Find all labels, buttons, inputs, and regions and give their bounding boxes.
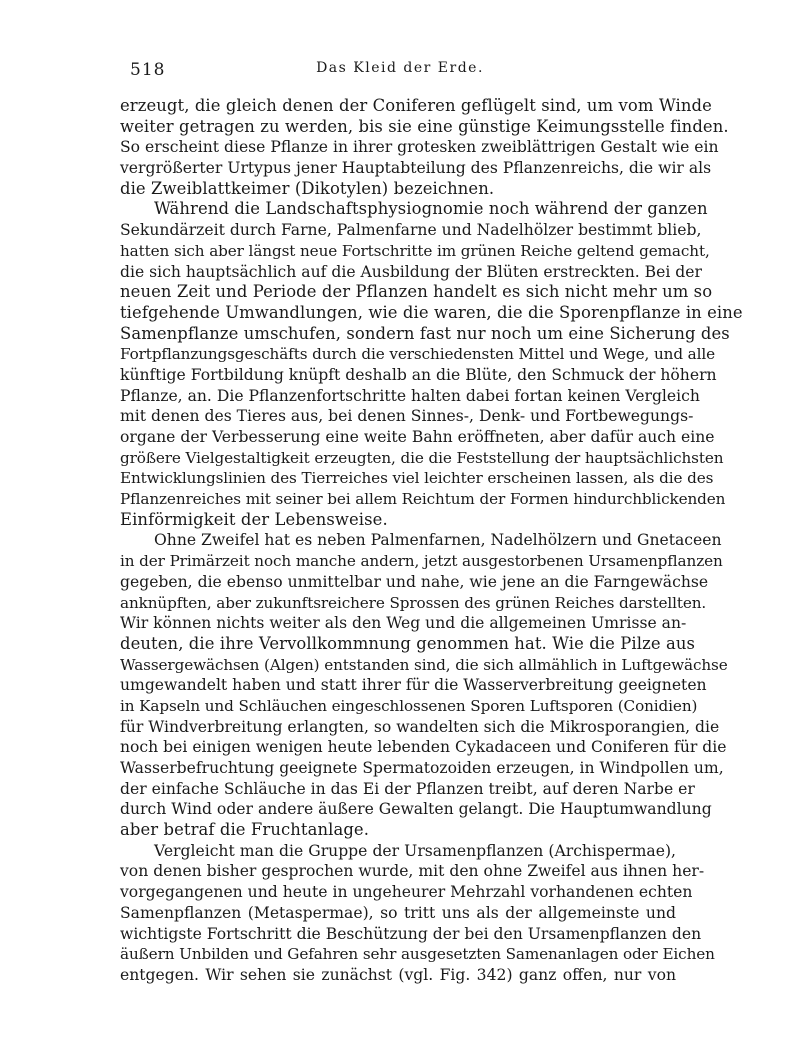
text-line: hatten sich aber längst neue Fortschritte im grünen Reiche geltend gemacht, [120, 241, 710, 260]
text-line: erzeugt, die gleich denen der Coniferen geflügelt sind, um vom Winde [120, 96, 712, 115]
text-line: anknüpften, aber zukunftsreichere Sprossen des grünen Reiches darstellten. [120, 593, 707, 612]
text-line: Samenpflanze umschufen, sondern fast nur noch um eine Sicherung des [120, 323, 730, 343]
text-line: mit denen des Tieres aus, bei denen Sinnes-, Denk- und Fortbewegungs- [120, 407, 694, 426]
text-line: für Windverbreitung erlangten, so wandelten sich die Mikrosporangien, die [120, 717, 720, 736]
text-line: Während die Landschaftsphysiognomie noch während der ganzen [154, 199, 708, 219]
page-header [120, 60, 680, 84]
text-line: durch Wind oder andere äußere Gewalten gelangt. Die Hauptumwandlung [120, 800, 712, 819]
text-line: die sich hauptsächlich auf die Ausbildung der Blüten erstreckten. Bei der [120, 262, 702, 281]
text-line: äußern Unbilden und Gefahren sehr ausgesetzten Samenanlagen oder Eichen [120, 945, 715, 964]
text-line: Einförmigkeit der Lebensweise. [120, 509, 388, 529]
text-line: Fortpflanzungsgeschäfts durch die verschiedensten Mittel und Wege, und alle [120, 345, 716, 364]
text-line: Wassergewächsen (Algen) entstanden sind, die sich allmählich in Luftgewächse [120, 655, 728, 674]
body-text [120, 96, 743, 986]
text-line: wichtigste Fortschritt die Beschützung der bei den Ursamenpflanzen den [120, 924, 702, 943]
running-title: Das Kleid der Erde. [316, 60, 484, 76]
text-line: aber betraf die Fruchtanlage. [120, 820, 370, 840]
text-line: organe der Verbesserung eine weite Bahn eröffneten, aber dafür auch eine [120, 428, 715, 446]
text-line: Wir können nichts weiter als den Weg und die allgemeinen Umrisse an- [120, 614, 687, 633]
text-line: entgegen. Wir sehen sie zunächst (vgl. Fig. 342) ganz offen, nur von [120, 965, 676, 984]
text-line: die Zweiblattkeimer (Dikotylen) bezeichnen. [120, 178, 495, 198]
text-line: der einfache Schläuche in das Ei der Pflanzen treibt, auf deren Narbe er [120, 779, 695, 798]
text-line: vergrößerter Urtypus jener Hauptabteilung des Pflanzenreichs, die wir als [120, 159, 712, 178]
text-line: deuten, die ihre Vervollkommnung genommen hat. Wie die Pilze aus [120, 633, 695, 653]
text-line: weiter getragen zu werden, bis sie eine günstige Keimungsstelle finden. [120, 116, 729, 136]
text-line: Entwicklungslinien des Tierreiches viel leichter erscheinen lassen, als die des [120, 469, 714, 488]
text-line: Samenpflanzen (Metaspermae), so tritt uns als der allgemeinste und [120, 903, 676, 922]
text-line: Pflanze, an. Die Pflanzenfortschritte halten dabei fortan keinen Vergleich [120, 386, 700, 405]
text-line: in Kapseln und Schläuchen eingeschlossenen Sporen Luftsporen (Conidien) [120, 696, 698, 715]
text-line: Vergleicht man die Gruppe der Ursamenpflanzen (Archispermae), [154, 841, 676, 860]
text-line: Wasserbefruchtung geeignete Spermatozoiden erzeugen, in Windpollen um, [120, 759, 724, 777]
text-line: So erscheint diese Pflanze in ihrer grotesken zweiblättrigen Gestalt wie ein [120, 138, 719, 157]
text-line: umgewandelt haben und statt ihrer für die Wasserverbreitung geeigneten [120, 676, 707, 695]
text-line: Sekundärzeit durch Farne, Palmenfarne und Nadelhölzer bestimmt blieb, [120, 221, 702, 240]
text-line: noch bei einigen wenigen heute lebenden Cykadaceen und Coniferen für die [120, 738, 727, 757]
page-number: 518 [130, 60, 166, 80]
text-line: Pflanzenreiches mit seiner bei allem Reichtum der Formen hindurchblickenden [120, 490, 726, 509]
text-line: in der Primärzeit noch manche andern, jetzt ausgestorbenen Ursamenpflanzen [120, 552, 723, 571]
text-line: neuen Zeit und Periode der Pflanzen handelt es sich nicht mehr um so [120, 282, 713, 302]
text-line: größere Vielgestaltigkeit erzeugten, die die Feststellung der hauptsächlichsten [120, 448, 724, 467]
text-line: vorgegangenen und heute in ungeheurer Mehrzahl vorhandenen echten [120, 883, 693, 902]
text-line: gegeben, die ebenso unmittelbar und nahe, wie jene an die Farngewächse [120, 572, 709, 591]
text-line: tiefgehende Umwandlungen, wie die waren, die die Sporenpflanze in eine [120, 302, 743, 322]
text-line: von denen bisher gesprochen wurde, mit den ohne Zweifel aus ihnen her- [120, 862, 705, 881]
text-line: Ohne Zweifel hat es neben Palmenfarnen, Nadelhölzern und Gnetaceen [154, 531, 722, 550]
text-line: künftige Fortbildung knüpft deshalb an die Blüte, den Schmuck der höhern [120, 365, 717, 384]
